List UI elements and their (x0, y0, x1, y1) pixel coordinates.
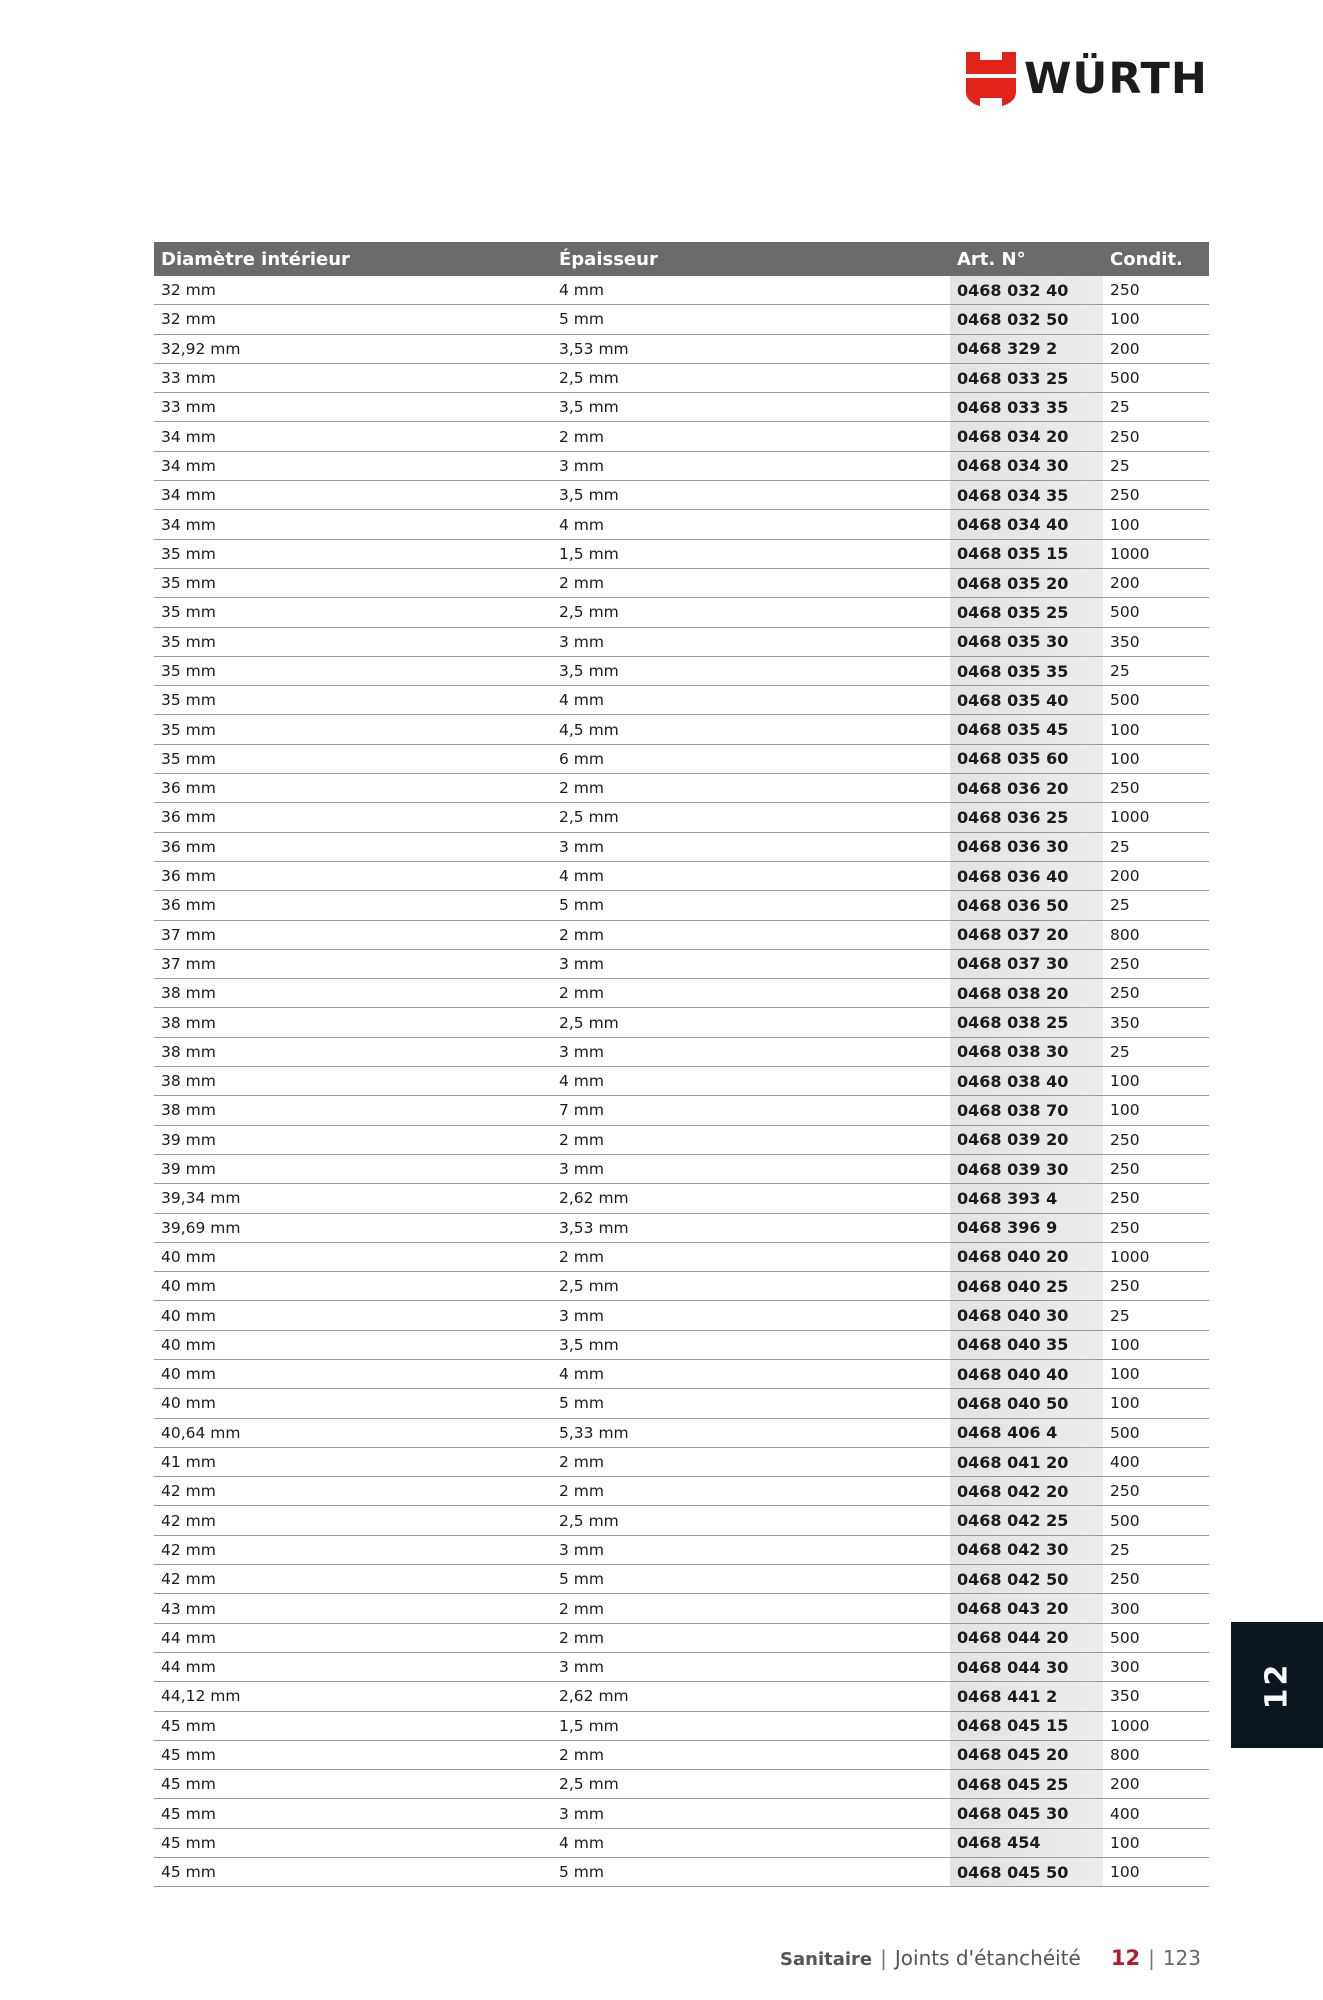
thickness-cell: 3 mm (559, 1804, 604, 1823)
thickness-cell: 4 mm (559, 515, 604, 534)
packaging-cell: 250 (1110, 427, 1140, 446)
table-row (154, 422, 1209, 451)
packaging-cell: 25 (1110, 398, 1130, 417)
thickness-cell: 3,53 mm (559, 339, 629, 358)
thickness-cell: 4 mm (559, 281, 604, 300)
article-number-cell: 0468 329 2 (950, 335, 1103, 363)
packaging-cell: 100 (1110, 749, 1140, 768)
inner-diameter-cell: 32 mm (161, 310, 216, 329)
table-body (154, 276, 1209, 1887)
thickness-cell: 2,5 mm (559, 369, 619, 388)
packaging-cell: 250 (1110, 281, 1140, 300)
thickness-cell: 2,62 mm (559, 1687, 629, 1706)
inner-diameter-cell: 36 mm (161, 779, 216, 798)
thickness-cell: 3 mm (559, 1160, 604, 1179)
thickness-cell: 4 mm (559, 1365, 604, 1384)
table-row (154, 1360, 1209, 1389)
packaging-cell: 300 (1110, 1599, 1140, 1618)
packaging-cell: 1000 (1110, 1247, 1150, 1266)
thickness-cell: 3,5 mm (559, 1335, 619, 1354)
packaging-cell: 800 (1110, 925, 1140, 944)
inner-diameter-cell: 35 mm (161, 749, 216, 768)
table-row (154, 1214, 1209, 1243)
inner-diameter-cell: 37 mm (161, 954, 216, 973)
article-number-cell: 0468 034 35 (950, 481, 1103, 509)
inner-diameter-cell: 35 mm (161, 691, 216, 710)
thickness-cell: 2 mm (559, 1628, 604, 1647)
header-packaging: Condit. (1110, 248, 1183, 270)
article-number-cell: 0468 040 40 (950, 1360, 1103, 1388)
inner-diameter-cell: 45 mm (161, 1775, 216, 1794)
footer-subsection: Joints d'étanchéité (894, 1946, 1081, 1970)
inner-diameter-cell: 38 mm (161, 1013, 216, 1032)
packaging-cell: 400 (1110, 1804, 1140, 1823)
thickness-cell: 2 mm (559, 1130, 604, 1149)
inner-diameter-cell: 42 mm (161, 1482, 216, 1501)
article-number-cell: 0468 036 30 (950, 833, 1103, 861)
thickness-cell: 3 mm (559, 632, 604, 651)
inner-diameter-cell: 35 mm (161, 544, 216, 563)
thickness-cell: 3,5 mm (559, 398, 619, 417)
packaging-cell: 250 (1110, 1570, 1140, 1589)
thickness-cell: 2 mm (559, 1247, 604, 1266)
article-number-cell: 0468 041 20 (950, 1448, 1103, 1476)
packaging-cell: 200 (1110, 574, 1140, 593)
product-table (154, 242, 1209, 1887)
table-row (154, 686, 1209, 715)
table-row (154, 1770, 1209, 1799)
article-number-cell: 0468 036 25 (950, 803, 1103, 831)
thickness-cell: 2,5 mm (559, 1013, 619, 1032)
thickness-cell: 2 mm (559, 1482, 604, 1501)
table-row (154, 1682, 1209, 1711)
packaging-cell: 25 (1110, 1540, 1130, 1559)
packaging-cell: 100 (1110, 720, 1140, 739)
thickness-cell: 2 mm (559, 1599, 604, 1618)
article-number-cell: 0468 038 20 (950, 979, 1103, 1007)
article-number-cell: 0468 045 30 (950, 1799, 1103, 1827)
thickness-cell: 4 mm (559, 1833, 604, 1852)
table-row (154, 657, 1209, 686)
article-number-cell: 0468 034 20 (950, 422, 1103, 450)
inner-diameter-cell: 39 mm (161, 1160, 216, 1179)
thickness-cell: 1,5 mm (559, 1716, 619, 1735)
table-row (154, 393, 1209, 422)
inner-diameter-cell: 42 mm (161, 1540, 216, 1559)
table-row (154, 1448, 1209, 1477)
table-row (154, 1155, 1209, 1184)
article-number-cell: 0468 040 25 (950, 1272, 1103, 1300)
packaging-cell: 100 (1110, 1394, 1140, 1413)
article-number-cell: 0468 036 20 (950, 774, 1103, 802)
thickness-cell: 3 mm (559, 1658, 604, 1677)
packaging-cell: 500 (1110, 369, 1140, 388)
inner-diameter-cell: 35 mm (161, 662, 216, 680)
table-row (154, 1653, 1209, 1682)
article-number-cell: 0468 032 50 (950, 305, 1103, 333)
article-number-cell: 0468 039 20 (950, 1126, 1103, 1154)
table-row (154, 452, 1209, 481)
packaging-cell: 250 (1110, 954, 1140, 973)
table-row (154, 1712, 1209, 1741)
article-number-cell: 0468 035 40 (950, 686, 1103, 714)
packaging-cell: 200 (1110, 867, 1140, 886)
inner-diameter-cell: 35 mm (161, 632, 216, 651)
table-row (154, 1243, 1209, 1272)
packaging-cell: 25 (1110, 456, 1130, 475)
article-number-cell: 0468 036 40 (950, 862, 1103, 890)
table-row (154, 481, 1209, 510)
packaging-cell: 250 (1110, 1482, 1140, 1501)
thickness-cell: 3 mm (559, 456, 604, 475)
thickness-cell: 2,5 mm (559, 603, 619, 622)
thickness-cell: 4,5 mm (559, 720, 619, 739)
header-thickness: Épaisseur (559, 248, 658, 270)
inner-diameter-cell: 38 mm (161, 984, 216, 1003)
packaging-cell: 300 (1110, 1658, 1140, 1677)
packaging-cell: 350 (1110, 1687, 1140, 1706)
chapter-tab[interactable] (1231, 1622, 1323, 1748)
thickness-cell: 2,5 mm (559, 1775, 619, 1794)
packaging-cell: 100 (1110, 515, 1140, 534)
chapter-tab-label: 12 (1259, 1661, 1295, 1709)
footer-section: Sanitaire (780, 1949, 873, 1970)
thickness-cell: 3,5 mm (559, 662, 619, 680)
inner-diameter-cell: 36 mm (161, 867, 216, 886)
packaging-cell: 250 (1110, 486, 1140, 505)
thickness-cell: 2,5 mm (559, 1277, 619, 1296)
article-number-cell: 0468 034 30 (950, 452, 1103, 480)
article-number-cell: 0468 042 20 (950, 1477, 1103, 1505)
thickness-cell: 6 mm (559, 749, 604, 768)
table-row (154, 364, 1209, 393)
article-number-cell: 0468 038 25 (950, 1008, 1103, 1036)
table-row (154, 1067, 1209, 1096)
article-number-cell: 0468 037 30 (950, 950, 1103, 978)
article-number-cell: 0468 045 20 (950, 1741, 1103, 1769)
inner-diameter-cell: 36 mm (161, 808, 216, 827)
article-number-cell: 0468 034 40 (950, 510, 1103, 538)
inner-diameter-cell: 32 mm (161, 281, 216, 300)
packaging-cell: 200 (1110, 339, 1140, 358)
inner-diameter-cell: 38 mm (161, 1042, 216, 1061)
inner-diameter-cell: 39 mm (161, 1130, 216, 1149)
thickness-cell: 2 mm (559, 1745, 604, 1764)
table-row (154, 1799, 1209, 1828)
footer-separator: | (880, 1946, 887, 1970)
table-row (154, 1126, 1209, 1155)
page-footer (780, 1946, 1201, 1970)
article-number-cell: 0468 043 20 (950, 1594, 1103, 1622)
table-row (154, 1594, 1209, 1623)
inner-diameter-cell: 41 mm (161, 1453, 216, 1472)
packaging-cell: 100 (1110, 1365, 1140, 1384)
thickness-cell: 2 mm (559, 1453, 604, 1472)
thickness-cell: 2 mm (559, 925, 604, 944)
article-number-cell: 0468 038 40 (950, 1067, 1103, 1095)
article-number-cell: 0468 040 35 (950, 1331, 1103, 1359)
inner-diameter-cell: 35 mm (161, 720, 216, 739)
article-number-cell: 0468 036 50 (950, 891, 1103, 919)
article-number-cell: 0468 035 15 (950, 540, 1103, 568)
article-number-cell: 0468 045 50 (950, 1858, 1103, 1886)
packaging-cell: 800 (1110, 1745, 1140, 1764)
inner-diameter-cell: 43 mm (161, 1599, 216, 1618)
thickness-cell: 4 mm (559, 867, 604, 886)
table-row (154, 1565, 1209, 1594)
inner-diameter-cell: 38 mm (161, 1101, 216, 1120)
thickness-cell: 3 mm (559, 837, 604, 856)
article-number-cell: 0468 035 35 (950, 657, 1103, 685)
thickness-cell: 5 mm (559, 1863, 604, 1882)
table-row (154, 1858, 1209, 1887)
inner-diameter-cell: 40 mm (161, 1365, 216, 1384)
article-number-cell: 0468 033 25 (950, 364, 1103, 392)
inner-diameter-cell: 40 mm (161, 1306, 216, 1325)
article-number-cell: 0468 393 4 (950, 1184, 1103, 1212)
packaging-cell: 25 (1110, 1042, 1130, 1061)
thickness-cell: 2,62 mm (559, 1189, 629, 1208)
packaging-cell: 25 (1110, 896, 1130, 915)
thickness-cell: 7 mm (559, 1101, 604, 1120)
thickness-cell: 2 mm (559, 779, 604, 798)
article-number-cell: 0468 035 20 (950, 569, 1103, 597)
table-row (154, 1624, 1209, 1653)
packaging-cell: 500 (1110, 691, 1140, 710)
thickness-cell: 3,53 mm (559, 1218, 629, 1237)
table-row (154, 598, 1209, 627)
packaging-cell: 100 (1110, 1072, 1140, 1091)
inner-diameter-cell: 44 mm (161, 1658, 216, 1677)
inner-diameter-cell: 38 mm (161, 1072, 216, 1091)
thickness-cell: 3 mm (559, 1306, 604, 1325)
inner-diameter-cell: 34 mm (161, 427, 216, 446)
thickness-cell: 3 mm (559, 1042, 604, 1061)
article-number-cell: 0468 040 30 (950, 1301, 1103, 1329)
article-number-cell: 0468 035 30 (950, 628, 1103, 656)
packaging-cell: 500 (1110, 1628, 1140, 1647)
packaging-cell: 25 (1110, 837, 1130, 856)
inner-diameter-cell: 45 mm (161, 1745, 216, 1764)
packaging-cell: 250 (1110, 1160, 1140, 1179)
inner-diameter-cell: 33 mm (161, 398, 216, 417)
article-number-cell: 0468 040 50 (950, 1389, 1103, 1417)
packaging-cell: 350 (1110, 632, 1140, 651)
inner-diameter-cell: 34 mm (161, 456, 216, 475)
inner-diameter-cell: 39,69 mm (161, 1218, 241, 1237)
table-row (154, 950, 1209, 979)
packaging-cell: 500 (1110, 1423, 1140, 1442)
thickness-cell: 5 mm (559, 310, 604, 329)
packaging-cell: 1000 (1110, 1716, 1150, 1735)
inner-diameter-cell: 44,12 mm (161, 1687, 241, 1706)
table-row (154, 1829, 1209, 1858)
table-row (154, 276, 1209, 305)
packaging-cell: 1000 (1110, 808, 1150, 827)
table-row (154, 803, 1209, 832)
table-row (154, 833, 1209, 862)
thickness-cell: 3,5 mm (559, 486, 619, 505)
table-row (154, 891, 1209, 920)
table-header (154, 242, 1209, 276)
header-inner-diameter: Diamètre intérieur (161, 248, 350, 270)
table-row (154, 1477, 1209, 1506)
table-row (154, 569, 1209, 598)
article-number-cell: 0468 035 45 (950, 715, 1103, 743)
inner-diameter-cell: 35 mm (161, 574, 216, 593)
inner-diameter-cell: 36 mm (161, 896, 216, 915)
inner-diameter-cell: 34 mm (161, 486, 216, 505)
article-number-cell: 0468 039 30 (950, 1155, 1103, 1183)
article-number-cell: 0468 035 60 (950, 745, 1103, 773)
packaging-cell: 100 (1110, 1101, 1140, 1120)
table-row (154, 715, 1209, 744)
thickness-cell: 4 mm (559, 1072, 604, 1091)
wurth-logo (966, 52, 1208, 106)
packaging-cell: 1000 (1110, 544, 1150, 563)
inner-diameter-cell: 37 mm (161, 925, 216, 944)
thickness-cell: 4 mm (559, 691, 604, 710)
inner-diameter-cell: 40 mm (161, 1335, 216, 1354)
inner-diameter-cell: 40 mm (161, 1277, 216, 1296)
inner-diameter-cell: 39,34 mm (161, 1189, 241, 1208)
table-row (154, 1419, 1209, 1448)
thickness-cell: 5 mm (559, 896, 604, 915)
table-row (154, 1331, 1209, 1360)
table-row (154, 921, 1209, 950)
table-row (154, 510, 1209, 539)
table-row (154, 1301, 1209, 1330)
footer-page-number: 123 (1162, 1946, 1201, 1970)
packaging-cell: 500 (1110, 1511, 1140, 1530)
article-number-cell: 0468 042 25 (950, 1506, 1103, 1534)
table-row (154, 1272, 1209, 1301)
packaging-cell: 250 (1110, 779, 1140, 798)
article-number-cell: 0468 045 25 (950, 1770, 1103, 1798)
brand-name: WÜRTH (1024, 53, 1208, 104)
article-number-cell: 0468 038 70 (950, 1096, 1103, 1124)
table-row (154, 745, 1209, 774)
packaging-cell: 100 (1110, 1833, 1140, 1852)
article-number-cell: 0468 032 40 (950, 276, 1103, 304)
article-number-cell: 0468 040 20 (950, 1243, 1103, 1271)
article-number-cell: 0468 396 9 (950, 1214, 1103, 1242)
packaging-cell: 250 (1110, 1218, 1140, 1237)
inner-diameter-cell: 45 mm (161, 1804, 216, 1823)
table-row (154, 628, 1209, 657)
inner-diameter-cell: 45 mm (161, 1833, 216, 1852)
packaging-cell: 500 (1110, 603, 1140, 622)
inner-diameter-cell: 33 mm (161, 369, 216, 388)
table-row (154, 1184, 1209, 1213)
inner-diameter-cell: 44 mm (161, 1628, 216, 1647)
inner-diameter-cell: 40 mm (161, 1394, 216, 1413)
packaging-cell: 250 (1110, 1189, 1140, 1208)
thickness-cell: 1,5 mm (559, 544, 619, 563)
table-row (154, 774, 1209, 803)
packaging-cell: 100 (1110, 1335, 1140, 1354)
thickness-cell: 5 mm (559, 1570, 604, 1589)
thickness-cell: 2,5 mm (559, 1511, 619, 1530)
inner-diameter-cell: 35 mm (161, 603, 216, 622)
header-article-number: Art. N° (957, 248, 1026, 270)
table-row (154, 1741, 1209, 1770)
article-number-cell: 0468 454 (950, 1829, 1103, 1857)
article-number-cell: 0468 035 25 (950, 598, 1103, 626)
footer-page-separator: | (1148, 1946, 1155, 1970)
inner-diameter-cell: 42 mm (161, 1570, 216, 1589)
table-row (154, 1096, 1209, 1125)
inner-diameter-cell: 45 mm (161, 1716, 216, 1735)
table-row (154, 305, 1209, 334)
thickness-cell: 2 mm (559, 984, 604, 1003)
article-number-cell: 0468 441 2 (950, 1682, 1103, 1710)
inner-diameter-cell: 40 mm (161, 1247, 216, 1266)
article-number-cell: 0468 044 20 (950, 1624, 1103, 1652)
packaging-cell: 25 (1110, 662, 1130, 680)
article-number-cell: 0468 037 20 (950, 921, 1103, 949)
inner-diameter-cell: 40,64 mm (161, 1423, 241, 1442)
article-number-cell: 0468 045 15 (950, 1712, 1103, 1740)
footer-chapter-number: 12 (1110, 1946, 1141, 1970)
article-number-cell: 0468 042 50 (950, 1565, 1103, 1593)
table-row (154, 1506, 1209, 1535)
packaging-cell: 100 (1110, 1863, 1140, 1882)
inner-diameter-cell: 42 mm (161, 1511, 216, 1530)
packaging-cell: 400 (1110, 1453, 1140, 1472)
packaging-cell: 250 (1110, 984, 1140, 1003)
table-row (154, 1038, 1209, 1067)
packaging-cell: 200 (1110, 1775, 1140, 1794)
table-row (154, 1536, 1209, 1565)
table-row (154, 1389, 1209, 1418)
article-number-cell: 0468 406 4 (950, 1419, 1103, 1447)
inner-diameter-cell: 45 mm (161, 1863, 216, 1882)
article-number-cell: 0468 033 35 (950, 393, 1103, 421)
inner-diameter-cell: 32,92 mm (161, 339, 241, 358)
packaging-cell: 250 (1110, 1277, 1140, 1296)
table-row (154, 540, 1209, 569)
article-number-cell: 0468 044 30 (950, 1653, 1103, 1681)
packaging-cell: 350 (1110, 1013, 1140, 1032)
thickness-cell: 3 mm (559, 1540, 604, 1559)
thickness-cell: 2,5 mm (559, 808, 619, 827)
article-number-cell: 0468 038 30 (950, 1038, 1103, 1066)
thickness-cell: 3 mm (559, 954, 604, 973)
thickness-cell: 5,33 mm (559, 1423, 629, 1442)
thickness-cell: 2 mm (559, 427, 604, 446)
table-row (154, 1008, 1209, 1037)
table-row (154, 335, 1209, 364)
table-row (154, 862, 1209, 891)
wurth-logo-mark-icon (966, 52, 1016, 106)
table-row (154, 979, 1209, 1008)
article-number-cell: 0468 042 30 (950, 1536, 1103, 1564)
thickness-cell: 2 mm (559, 574, 604, 593)
inner-diameter-cell: 34 mm (161, 515, 216, 534)
inner-diameter-cell: 36 mm (161, 837, 216, 856)
packaging-cell: 100 (1110, 310, 1140, 329)
packaging-cell: 25 (1110, 1306, 1130, 1325)
packaging-cell: 250 (1110, 1130, 1140, 1149)
thickness-cell: 5 mm (559, 1394, 604, 1413)
